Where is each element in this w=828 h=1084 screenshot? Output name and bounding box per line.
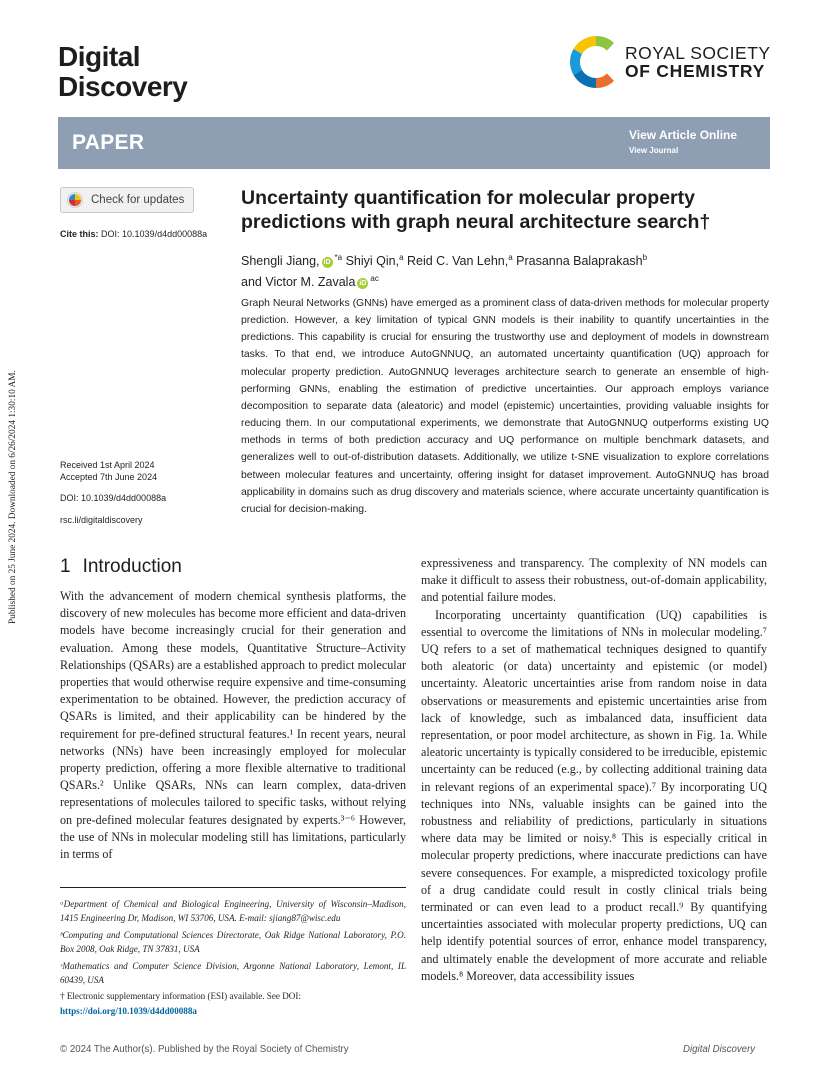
footnote-affiliation-a: ᵃDepartment of Chemical and Biological Engineering, University of Wisconsin–Madison, 1415 Engineering Dr, Madison, WI 53706, USA. E-mail: sjiang87@wisc.edu [60, 899, 406, 924]
orcid-icon[interactable]: iD [323, 259, 331, 267]
view-journal-link[interactable]: View Journal [629, 146, 679, 155]
cite-this [60, 229, 207, 239]
section-heading [60, 556, 182, 578]
paper-banner [58, 117, 770, 169]
author-affiliation: a [508, 253, 513, 262]
publisher-line2: OF CHEMISTRY [625, 61, 765, 81]
article-history [60, 459, 157, 483]
publisher-line1: ROYAL SOCIETY [625, 43, 771, 63]
article-type-label: PAPER [72, 131, 145, 154]
footnote-divider [60, 887, 406, 888]
orcid-icon[interactable]: iD [359, 280, 367, 288]
author-affiliation: a [399, 253, 404, 262]
author-name: and Victor M. Zavala [241, 275, 356, 290]
paragraph: With the advancement of modern chemical synthesis platforms, the discovery of new molecules has become more efficient and data-driven models have become increasingly crucial for their generation and evaluation. Among these models, Quantitative Structure–Activity Relationships (QSARs) are a established approach to predict molecular properties that would otherwise require expensive and time-consuming experimentation to be obtained. However, the prediction accuracy of QSARs is limited, and their applicability can be hindered by the requirement for pre-defined structural features.¹ In recent years, neural networks (NNs) have been increasingly employed for molecular property prediction, offering a more flexible alternative to traditional QSARs.² Unlike QSARs, NNs can learn complex, data-driven representations of molecules tailored to specific tasks, without relying on pre-defined molecular features designated by experts.³⁻⁶ However, the use of NNs in molecular modeling still has limitations, particularly in terms of [60, 589, 406, 862]
paragraph: Incorporating uncertainty quantification (UQ) capabilities is essential to overcome the limitations of NNs in molecular modeling.⁷ UQ refers to a set of mathematical techniques designed to quantify both aleatoric (or data) uncertainty and epistemic (or model) uncertainty. Aleatoric uncertainties arise from random noise in data observations or measurements and epistemic uncertainties arise from lack of knowledge, such as imbalanced data, insufficient data representation, or poor model architecture, as shown in Fig. 1a. While aleatoric uncertainty is typically considered to be irreducible, epistemic uncertainty can be reduced (e.g., by collecting additional training data in relevant regions of an experimental space).⁷ By incorporating UQ techniques into NNs, valuable insights can be gained into the robustness and reliability of predictions, particularly in situations where data may be limited or noisy.⁸ This is especially critical in molecular property predictions, where inaccurate predictions can have severe consequences. For example, a mispredicted toxicology profile of a drug candidate could result in costly clinical trials being terminated or can even lead to a product recall.⁹ By quantifying uncertainties associated with molecular property predictions, UQ can help identify potential sources of error, enhance model transparency, and ultimately enable the development of more accurate and reliable models.⁸ Moreover, data accessibility issues [421, 607, 767, 983]
journal-title [58, 42, 187, 102]
publication-note: Published on 25 June 2024. Downloaded on 6/26/2024 1:30:10 AM. [8, 370, 18, 624]
accepted-date: Accepted 7th June 2024 [60, 472, 158, 482]
view-article-online-link[interactable]: View Article Online [629, 128, 738, 142]
author-affiliation: *a [334, 253, 343, 262]
check-for-updates-label: Check for updates [91, 194, 185, 206]
section-number: 1 [60, 556, 71, 577]
publication-watermark [6, 318, 22, 624]
abstract: Graph Neural Networks (GNNs) have emerged as a prominent class of data-driven methods for molecular property prediction. However, a key limitation of typical GNN models is their inability to quantify uncertainties in the predictions. This capability is crucial for ensuring the trustworthy use and deployment of models in downstream tasks. To that end, we introduce AutoGNNUQ, an automated uncertainty quantification (UQ) approach for molecular property prediction. AutoGNNUQ leverages architecture search to generate an ensemble of high-performing GNNs, enabling the estimation of predictive uncertainties. Our approach employs variance decomposition to separate data (aleatoric) and model (epistemic) uncertainties, providing valuable insights for reducing them. In our computational experiments, we demonstrate that AutoGNNUQ outperforms existing UQ methods in terms of both prediction accuracy and UQ performance on multiple benchmark datasets, and generalizes well to out-of-distribution datasets. Additionally, we utilize t-SNE visualization to explore correlations between molecular features and uncertainty, offering insight for dataset improvement. AutoGNNUQ has broad applicability in domains such as drug discovery and materials science, where accurate uncertainty quantification is crucial for decision-making. [241, 298, 769, 515]
body-column-right [421, 555, 767, 985]
check-updates-icon [67, 192, 83, 208]
article-doi: DOI: 10.1039/d4dd00088a [60, 493, 167, 503]
received-date: Received 1st April 2024 [60, 460, 155, 470]
footnotes [60, 897, 406, 1020]
paragraph: expressiveness and transparency. The complexity of NN models can make it difficult to assess their robustness, out-of-domain applicability, and potential failure modes. [421, 556, 767, 605]
journal-link[interactable]: rsc.li/digitaldiscovery [60, 515, 143, 525]
author-affiliation: b [642, 253, 648, 262]
author-affiliation: ac [370, 274, 379, 284]
footnote-esi-text: † Electronic supplementary information (ESI) available. See DOI: [60, 991, 301, 1002]
section-title: Introduction [82, 556, 182, 577]
footnote-affiliation-b: ᵇComputing and Computational Sciences Directorate, Oak Ridge National Laboratory, P.O. Box 2008, Oak Ridge, TN 37831, USA [60, 929, 406, 955]
author-name: Reid C. Van Lehn, [403, 254, 509, 269]
cite-doi: DOI: 10.1039/d4dd00088a [101, 229, 208, 239]
footer-copyright: © 2024 The Author(s). Published by the Royal Society of Chemistry [60, 1044, 349, 1055]
author-list [241, 249, 761, 291]
article-title: Uncertainty quantification for molecular property predictions with graph neural architecture search† [241, 187, 711, 233]
esi-doi-link[interactable]: https://doi.org/10.1039/d4dd00088a [60, 1005, 197, 1016]
publisher-name [625, 44, 771, 80]
cite-label: Cite this: [60, 229, 99, 239]
journal-title-line1: Digital [58, 41, 141, 72]
author-name: Shengli Jiang, [241, 254, 320, 269]
author-name: Shiyi Qin, [342, 254, 400, 269]
author-name: Prasanna Balaprakash [512, 254, 643, 269]
journal-title-line2: Discovery [58, 71, 188, 102]
body-column-left [60, 588, 406, 863]
footnote-esi [60, 989, 406, 1018]
footnote-affiliation-c: ᶜMathematics and Computer Science Division, Argonne National Laboratory, Lemont, IL 60439, USA [60, 960, 406, 986]
footer-journal: Digital Discovery [683, 1044, 756, 1055]
check-for-updates-button[interactable] [60, 187, 194, 213]
